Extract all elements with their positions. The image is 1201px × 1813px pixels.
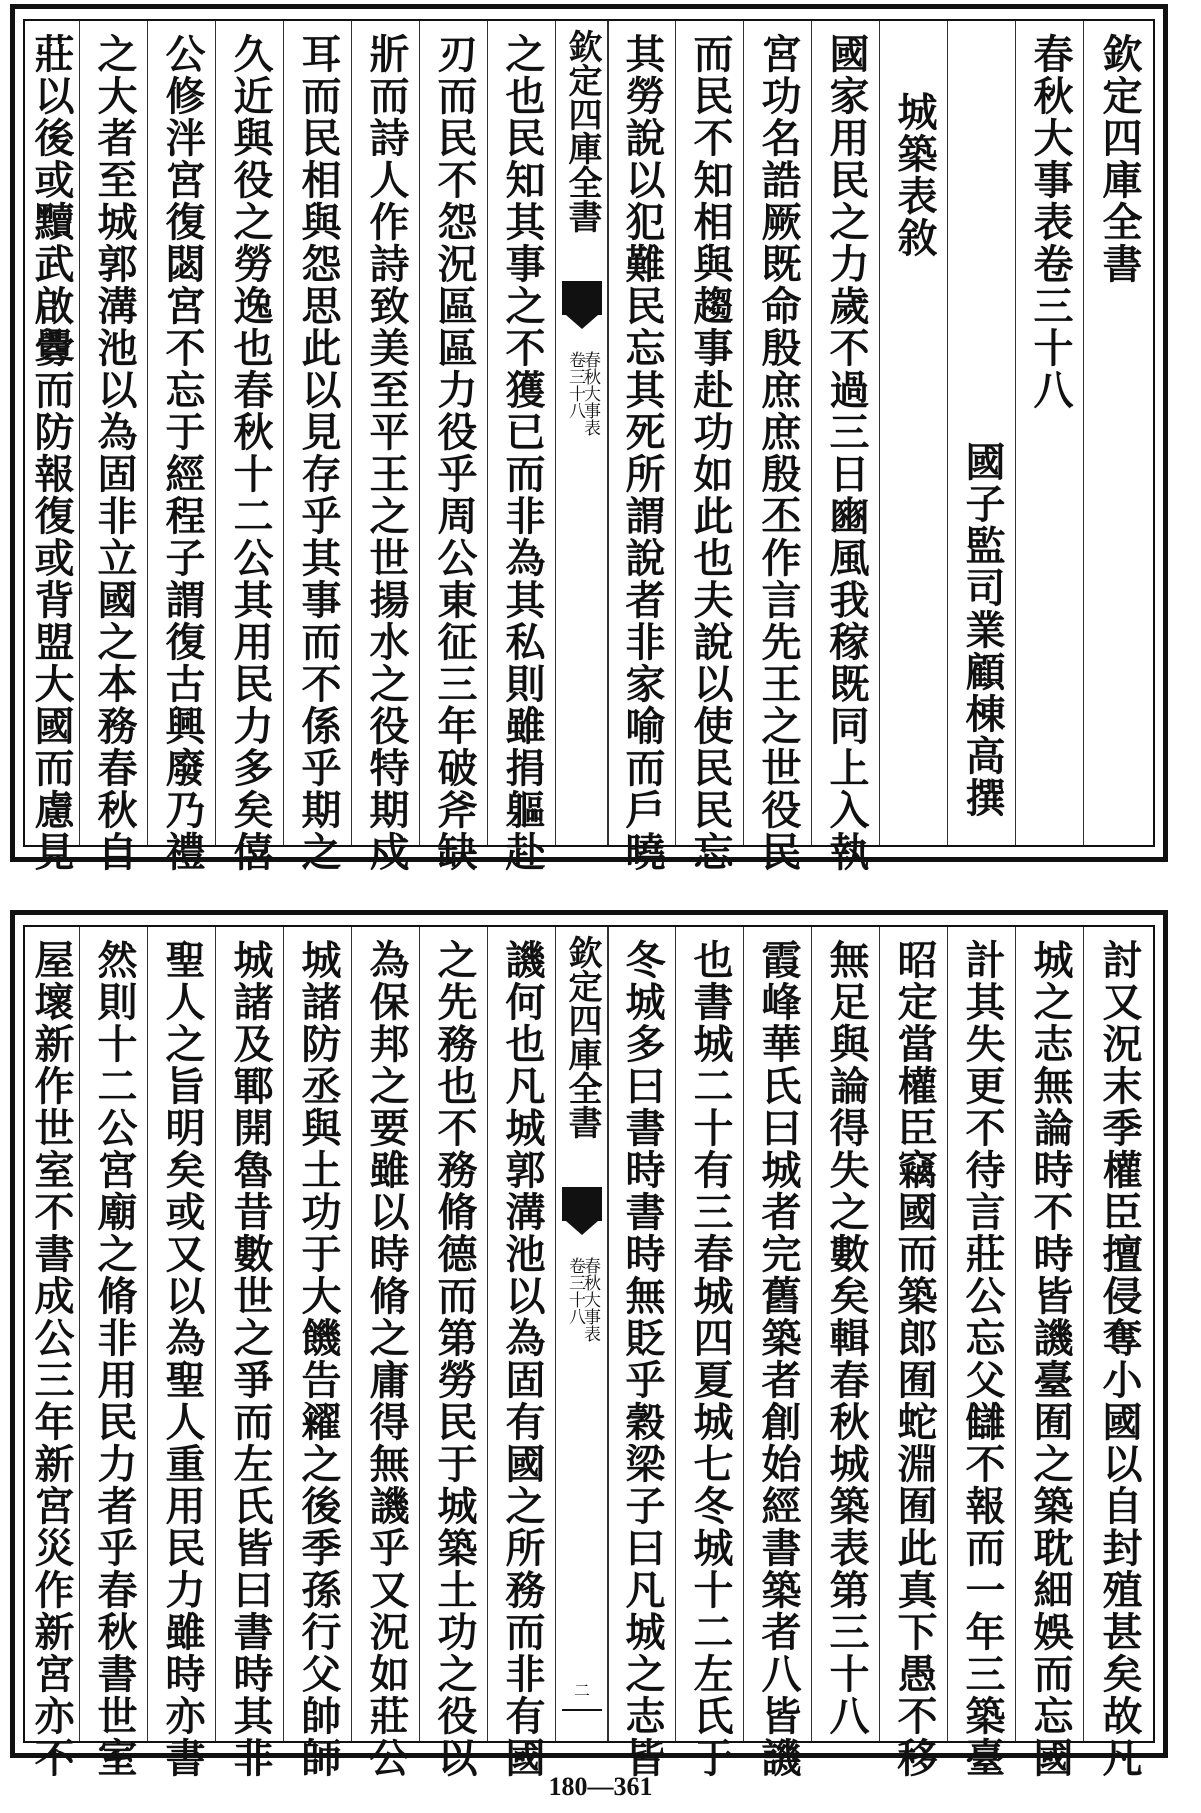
text-line: 之先務也不務脩德而第勞民于城築土功之役以 xyxy=(431,939,478,1779)
text-line: 而民不知相與趨事赴功如此也夫說以使民民忘 xyxy=(687,33,734,873)
text-line: 城之志無論時不時皆譏臺囿之築耽細娛而忘國 xyxy=(1027,939,1074,1779)
margin-volume: 卷三十八 xyxy=(565,1257,585,1325)
text-line: 之也民知其事之不獲已而非為其私則雖捐軀赴 xyxy=(499,33,546,873)
text-column xyxy=(79,927,148,1779)
text-line: 其勞說以犯難民忘其死所謂說者非家喻而戶曉 xyxy=(619,33,666,873)
margin-library-title: 欽定四庫全書 xyxy=(562,935,602,1139)
text-column xyxy=(811,927,880,1741)
margin-page-number: 二 xyxy=(573,1681,591,1700)
fish-tail-bottom-line xyxy=(562,1709,602,1711)
top-author-column xyxy=(947,21,1016,845)
bottom-center-margin xyxy=(555,927,609,1741)
margin-volume: 卷三十八 xyxy=(565,351,585,419)
text-column xyxy=(23,21,79,873)
text-column xyxy=(351,927,420,1779)
top-page-frame xyxy=(23,19,1155,873)
text-line: 國家用民之力歲不過三日豳風我稼既同上入執 xyxy=(823,33,870,873)
text-column xyxy=(1083,927,1154,1779)
text-line: 耳而民相與怨思此以見存乎其事而不係乎期之 xyxy=(295,33,342,873)
bottom-page-frame xyxy=(23,925,1155,1779)
page-footer-number: 180—361 xyxy=(548,1772,653,1801)
top-header: 欽定四庫全書 xyxy=(1096,33,1143,285)
book-title: 春秋大事表卷三十八 xyxy=(1027,33,1074,411)
text-line: 為保邦之要雖以時脩之庸得無譏乎又況如莊公 xyxy=(363,939,410,1779)
text-column xyxy=(675,927,744,1779)
margin-book-title: 春秋大事表 xyxy=(580,351,600,436)
text-column xyxy=(23,927,79,1779)
text-column xyxy=(675,21,744,873)
text-column xyxy=(487,21,556,873)
text-column xyxy=(79,21,148,873)
text-line: 刃而民不怨況區區力役乎周公東征三年破斧缺 xyxy=(431,33,478,873)
text-column xyxy=(419,927,488,1779)
text-line: 公修泮宮復閟宮不忘于經程子謂復古興廢乃禮 xyxy=(159,33,206,873)
text-column xyxy=(947,927,1016,1779)
text-line: 斨而詩人作詩致美至平王之世揚水之役特期戍 xyxy=(363,33,410,873)
text-column xyxy=(487,927,556,1779)
text-line: 城諸防丞與土功于大饑告糴之後季孫行父帥師 xyxy=(295,939,342,1779)
top-center-margin xyxy=(555,21,609,845)
text-column xyxy=(879,927,948,1779)
section-title: 城築表敘 xyxy=(891,91,938,259)
text-column xyxy=(811,21,880,873)
text-line: 宮功名誥厥既命殷庶庶殷丕作言先王之世役民 xyxy=(755,33,802,873)
text-line: 昭定當權臣竊國而築郎囿蛇淵囿此真下愚不移 xyxy=(891,939,938,1779)
text-line: 聖人之旨明矣或又以為聖人重用民力雖時亦書 xyxy=(159,939,206,1779)
top-page xyxy=(10,4,1168,873)
margin-book-title: 春秋大事表 xyxy=(580,1257,600,1342)
text-line: 討又況末季權臣擅侵奪小國以自封殖甚矣故凡 xyxy=(1096,939,1143,1779)
text-line: 無足與論得失之數矣輯春秋城築表第三十八 xyxy=(823,939,870,1737)
text-column xyxy=(283,927,352,1779)
top-book-title-column xyxy=(1015,21,1084,845)
text-line: 久近與役之勞逸也春秋十二公其用民力多矣僖 xyxy=(227,33,274,873)
text-line: 然則十二公宮廟之脩非用民力者乎春秋書世室 xyxy=(91,939,138,1779)
margin-library-title: 欽定四庫全書 xyxy=(562,29,602,233)
fish-tail-mark xyxy=(562,281,602,315)
bottom-page xyxy=(10,910,1168,1779)
text-line: 冬城多曰書時書時無貶乎穀梁子曰凡城之志皆 xyxy=(619,939,666,1779)
text-column xyxy=(419,21,488,873)
text-column xyxy=(215,927,284,1779)
text-column xyxy=(147,927,216,1779)
fish-tail-mark xyxy=(562,1187,602,1221)
text-column xyxy=(607,21,676,873)
text-column xyxy=(215,21,284,873)
text-column xyxy=(147,21,216,873)
text-column xyxy=(351,21,420,873)
text-line: 之大者至城郭溝池以為固非立國之本務春秋自 xyxy=(91,33,138,873)
text-line: 也書城二十有三春城四夏城七冬城十二左氏于 xyxy=(687,939,734,1779)
text-column xyxy=(743,927,812,1779)
text-line: 屋壞新作世室不書成公三年新宮災作新宮亦不 xyxy=(28,939,75,1779)
text-line: 計其失更不待言莊公忘父讎不報而一年三築臺 xyxy=(959,939,1006,1779)
top-header-column xyxy=(1083,21,1154,845)
text-line: 霞峰華氏曰城者完舊築者創始經書築者八皆譏 xyxy=(755,939,802,1779)
text-column xyxy=(743,21,812,873)
text-line: 城諸及鄆開魯昔數世之爭而左氏皆曰書時其非 xyxy=(227,939,274,1779)
text-column xyxy=(607,927,676,1779)
text-line: 譏何也凡城郭溝池以為固有國之所務而非有國 xyxy=(499,939,546,1779)
author-line: 國子監司業顧棟高撰 xyxy=(959,441,1006,819)
text-column xyxy=(283,21,352,873)
text-column xyxy=(1015,927,1084,1779)
text-line: 莊以後或黷武啟釁而防報復或背盟大國而慮見 xyxy=(28,33,75,873)
top-section-column xyxy=(879,21,948,845)
